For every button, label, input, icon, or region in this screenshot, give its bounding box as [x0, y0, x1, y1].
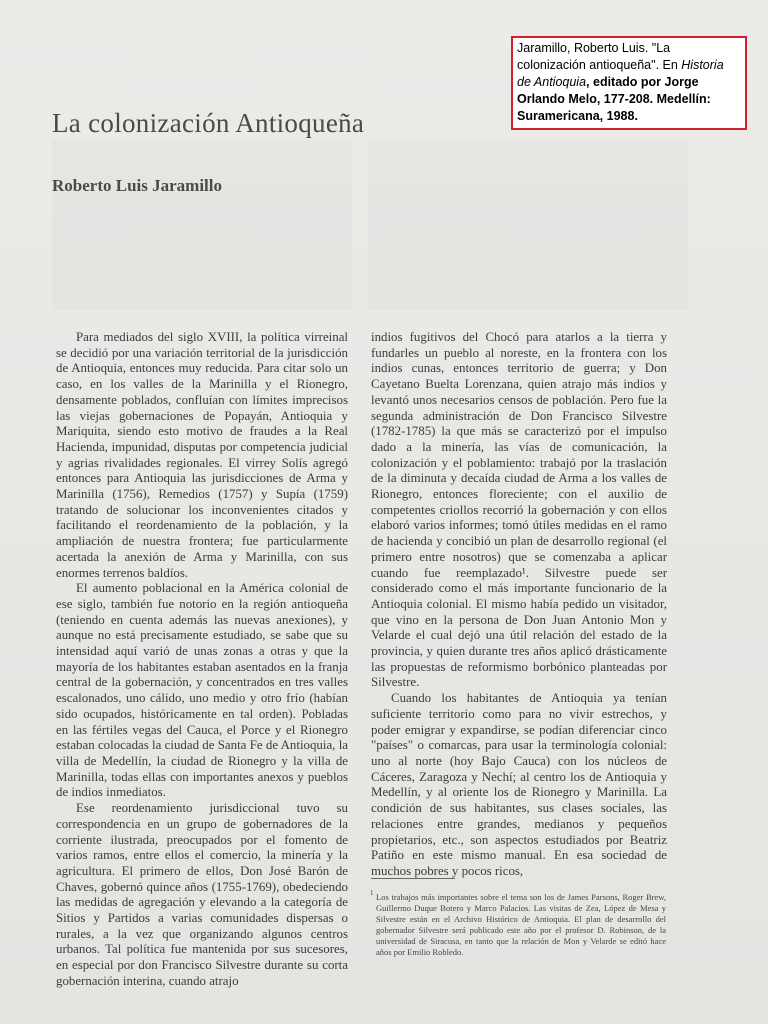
- show-through-shadow: [368, 140, 688, 310]
- paragraph: Cuando los habitantes de Antioquia ya tenían suficiente territorio como para no vivir estrechos, y poder emigrar y expandirse, se podían diferenciar cinco "países" o comarcas, para usar la terminología colonial: uno al norte (hoy Bajo Cauca) con los núcleos de Cáceres, Zaragoza y Nechí; al centro los de Antioquia y Medellín, y al oriente los de Rionegro y Marinilla. La condición de sus habitantes, sus clases sociales, las relaciones entre grandes, medianos y pequeños propietarios, etc., son aspectos estudiados por Beatriz Patiño en este mismo manual. En esa sociedad de muchos pobres y pocos ricos,: [371, 691, 667, 878]
- footnote: [370, 889, 666, 958]
- right-column: [371, 330, 667, 880]
- citation-box: [511, 36, 747, 130]
- citation-text: Jaramillo, Roberto Luis. "La colonización antioqueña". En: [517, 41, 682, 72]
- footnote-text: Los trabajos más importantes sobre el tema son los de James Parsons, Roger Brew, Guillermo Duque Botero y Marco Palacios. Las visitas de Zea, López de Mesa y Silvestre están en el Archivo Histórico de Antioquia. El plan de desarrollo del gobernador Silvestre será publicado este año por el profesor D. Robinson, de la universidad de Siracusa, en tanto que la relación de Mon y Velarde se editó hace años por Emilio Robledo.: [376, 892, 666, 957]
- footnote-number: 1: [370, 889, 374, 897]
- paragraph: indios fugitivos del Chocó para atarlos a la tierra y fundarles un pueblo al noreste, en la frontera con los indios cunas, entonces territorio de guerra; y Don Cayetano Buelta Lorenzana, quien atrajo más indios y levantó unos necesarios censos de población. Pero fue la segunda administración de Don Francisco Silvestre (1782-1785) la que más se caracterizó por el impulso dado a la minería, las vías de comunicación, la colonización y el poblamiento: trabajó por la traslación de la diminuta y decaída ciudad de Arma a los valles de Rionegro, entonces floreciente; con el auxilio de competentes criollos recorrió la gobernación y con ellos elaboró varios informes; tomó útiles medidas en el ramo de hacienda y concibió un plan de desarrollo regional (el primero entre nosotros) que se comenzaba a aplicar cuando fue reemplazado¹. Silvestre puede ser considerado como el más importante funcionario de la Antioquia colonial. El mismo había pedido un visitador, que vino en la persona de Don Juan Antonio Mon y Velarde el cual dejó una útil relación del estado de la provincia, y quien durante tres años aplicó drásticamente las propuestas de reformismo borbónico planteadas por Silvestre.: [371, 330, 667, 690]
- article-author: Roberto Luis Jaramillo: [52, 176, 222, 195]
- left-column: [56, 330, 348, 990]
- citation-details: , editado por Jorge Orlando Melo, 177-208. Medellín: Suramericana, 1988.: [517, 75, 711, 123]
- paragraph: Ese reordenamiento jurisdiccional tuvo su correspondencia en un grupo de gobernadores de la corriente ilustrada, preocupados por el fomento de varios ramos, entre ellos el comercio, la minería y la agricultura. El primero de ellos, Don José Barón de Chaves, gobernó quince años (1755-1769), obedeciendo las medidas de agregación y elevando a la categoría de Sitios y Partidos a varias comunidades dispersas o rurales, a la vez que organizando algunos centros urbanos. Tal política fue mantenida por sus sucesores, en especial por don Francisco Silvestre durante su corta gobernación interina, cuando atrajo: [56, 801, 348, 988]
- paragraph: El aumento poblacional en la América colonial de ese siglo, también fue notorio en la región antioqueña (teniendo en cuenta además las nuevas anexiones), y aunque no está precisamente estudiado, se sabe que su intensidad aquí varió de unas zonas a otras y que la mayoría de los habitantes estaban asentados en la franja central de la gobernación, y concentrados en tres valles escalonados, uno cálido, uno medio y otro frío (habían sido ocupados, históricamente en tal orden). Pobladas en las fértiles vegas del Cauca, el Porce y el Rionegro estaban colocadas la ciudad de Santa Fe de Antioquia, la villa de Medellín, la ciudad de Rionegro y la villa de Marinilla, todas ellas con importantes anexos y pueblos de indios inmediatos.: [56, 581, 348, 800]
- article-title: La colonización Antioqueña: [52, 108, 365, 138]
- show-through-shadow: [52, 140, 352, 310]
- paragraph: Para mediados del siglo XVIII, la política virreinal se decidió por una variación territorial de la jurisdicción de Antioquia, entonces muy reducida. Para citar solo un caso, en los valles de la Marinilla y el Rionegro, densamente poblados, confluían con límites imprecisos las viejas gobernaciones de Popayán, Antioquia y Mariquita, siendo esto motivo de fraudes a la Real Hacienda, impunidad, disputas por competencia judicial y agrias rivalidades regionales. El virrey Solís agregó entonces para Antioquia las jurisdicciones de Arma y Marinilla (1756), Remedios (1757) y Supía (1759) tratando de solucionar los inconvenientes citados y facilitando el reordenamiento de la población, y la ampliación de nuestra frontera; fue particularmente acertada la anexión de Arma y Marinilla, con sus enormes terrenos baldíos.: [56, 330, 348, 580]
- citation-book-title: Historia de Antioquia: [517, 58, 724, 89]
- footnote-divider: [371, 878, 455, 879]
